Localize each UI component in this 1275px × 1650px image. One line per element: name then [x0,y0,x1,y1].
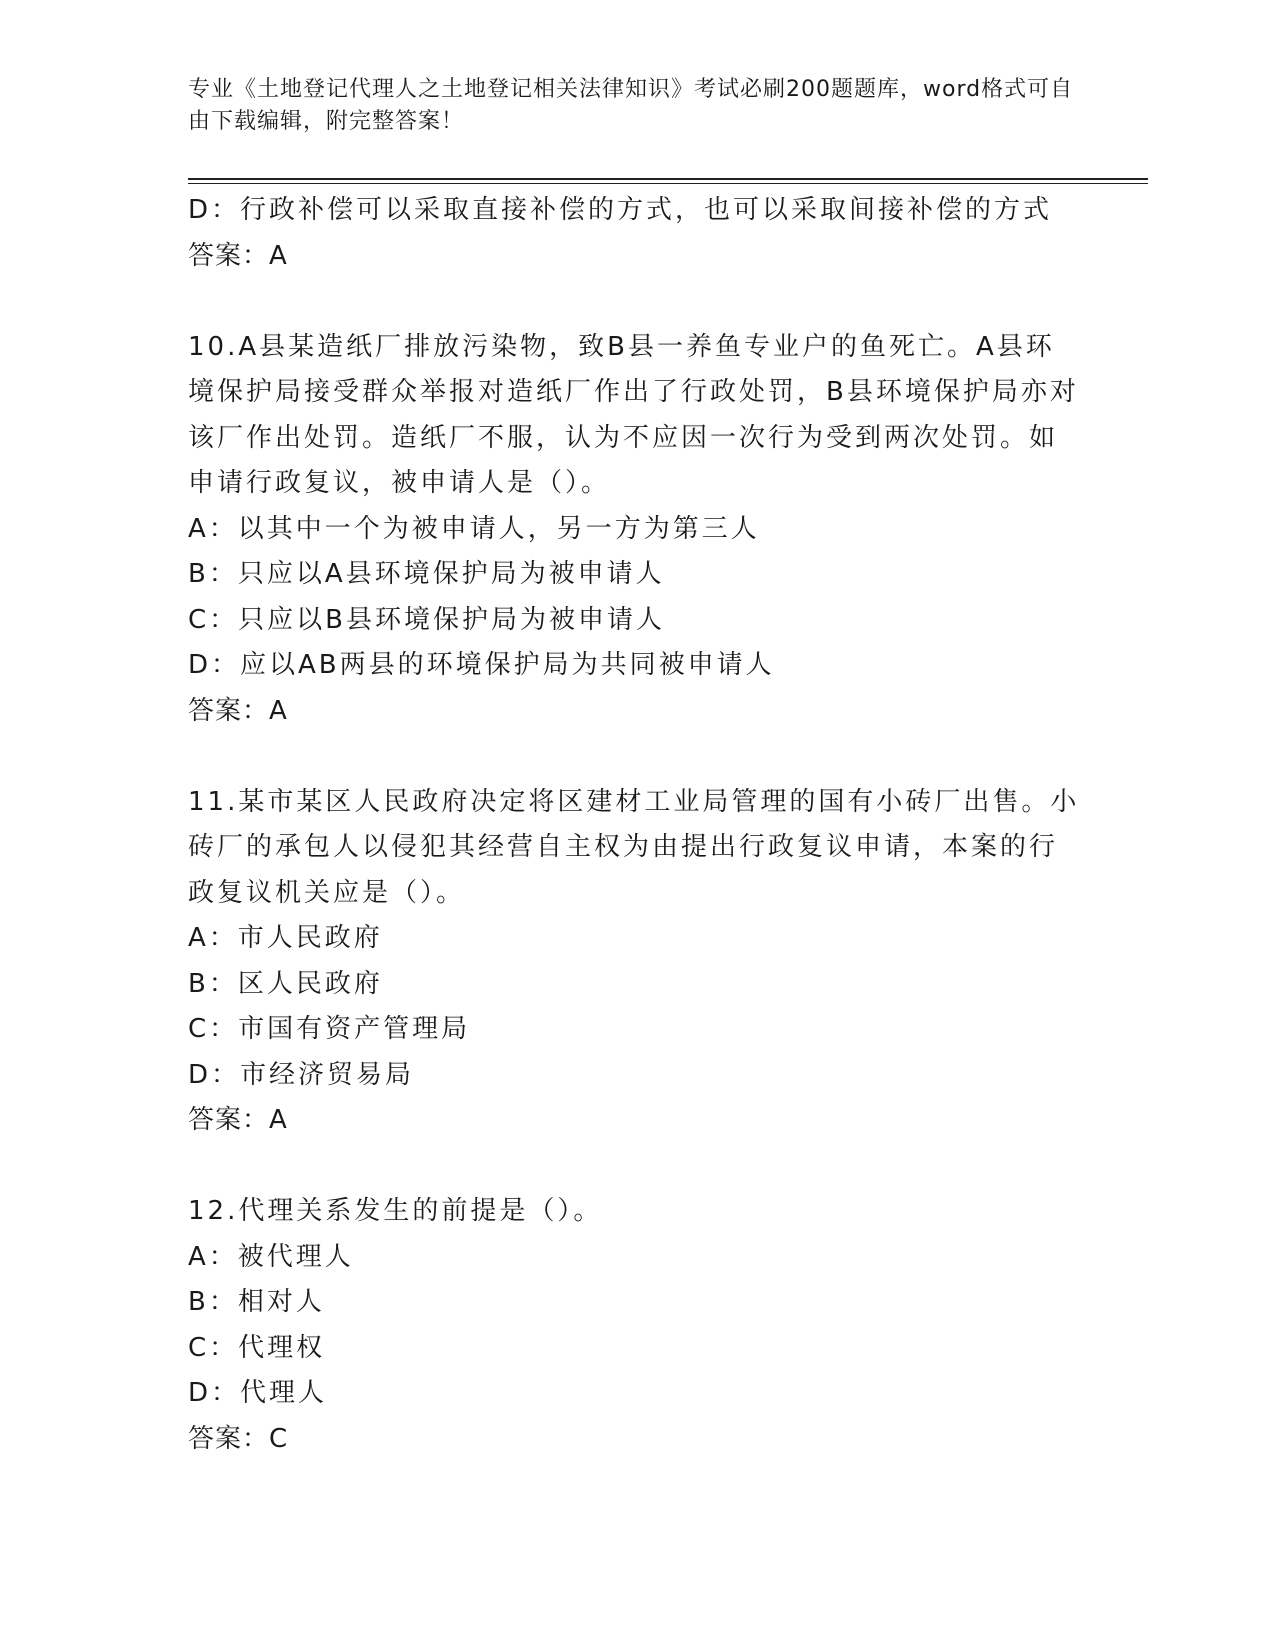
option-d: D：应以AB两县的环境保护局为共同被申请人 [188,650,775,680]
header-title: 专业《土地登记代理人之土地登记相关法律知识》考试必刷200题题库，word格式可自由下载编辑，附完整答案！ [188,77,1074,134]
question-stem-line: 境保护局接受群众举报对造纸厂作出了行政处罚，B县环境保护局亦对 [188,377,1079,407]
option-b: B：区人民政府 [188,968,383,999]
document-body [188,188,1088,1462]
option-d-continued: D：行政补偿可以采取直接补偿的方式，也可以采取间接补偿的方式 [188,195,1053,225]
option-c: C：市国有资产管理局 [188,1014,471,1044]
question-stem-line: 10.A县某造纸厂排放污染物，致B县一养鱼专业户的鱼死亡。A县环 [188,331,1055,362]
answer-continued: 答案：A [188,240,288,271]
header-divider-thin [188,183,1148,184]
question-stem-line: 11.某市某区人民政府决定将区建材工业局管理的国有小砖厂出售。小 [188,786,1080,817]
option-d: D：代理人 [188,1378,328,1408]
option-a: A：以其中一个为被申请人，另一方为第三人 [188,513,760,544]
option-c: C：只应以B县环境保护局为被申请人 [188,604,665,635]
document-header [188,74,1078,138]
question-10 [188,325,1088,735]
option-b: B：相对人 [188,1287,325,1317]
answer: 答案：C [188,1423,289,1454]
question-11 [188,780,1088,1144]
question-stem-line: 砖厂的承包人以侵犯其经营自主权为由提出行政复议申请，本案的行 [188,832,1059,862]
option-c: C：代理权 [188,1332,326,1363]
question-stem-line: 该厂作出处罚。造纸厂不服，认为不应因一次行为受到两次处罚。如 [188,422,1059,453]
option-a: A：被代理人 [188,1241,354,1272]
question-stem-line: 12.代理关系发生的前提是（）。 [188,1196,603,1226]
option-b: B：只应以A县环境保护局为被申请人 [188,559,665,589]
option-a: A：市人民政府 [188,923,383,953]
question-stem-line: 政复议机关应是（）。 [188,877,466,908]
question-12 [188,1189,1088,1462]
option-d: D：市经济贸易局 [188,1059,415,1090]
answer: 答案：A [188,695,288,726]
question-stem-line: 申请行政复议，被申请人是（）。 [188,468,611,498]
header-divider-thick [188,178,1148,180]
answer: 答案：A [188,1105,288,1135]
